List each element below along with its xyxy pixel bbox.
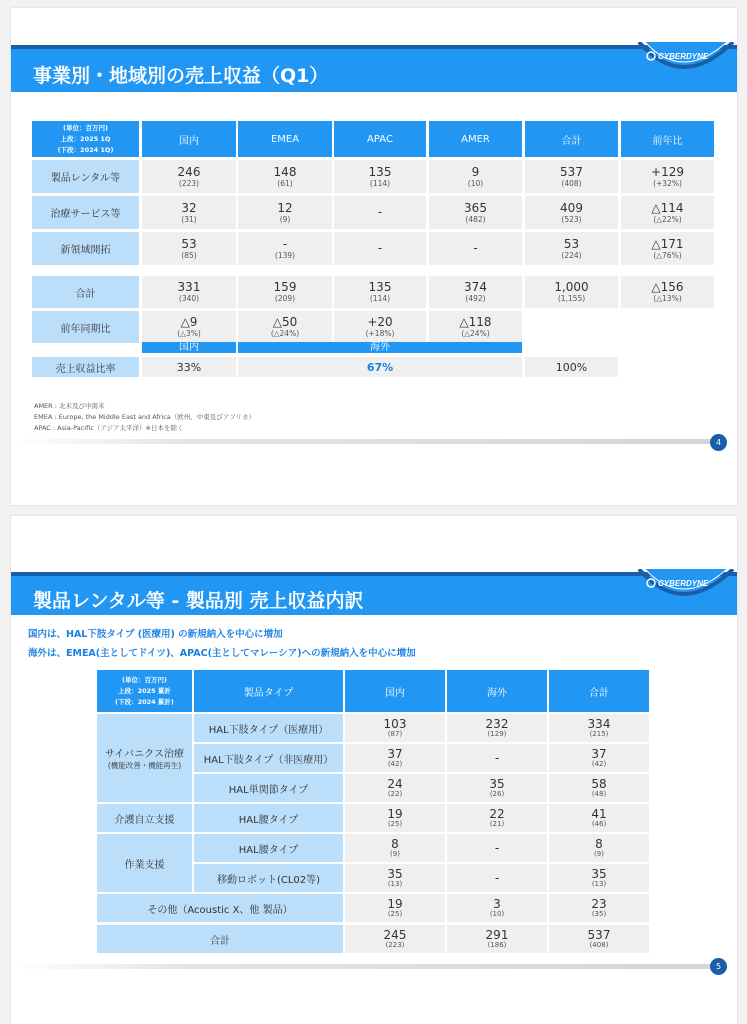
table-cell: - xyxy=(447,744,547,772)
table-cell: 374 (492) xyxy=(429,276,522,308)
table-cell: 232 (129) xyxy=(447,714,547,742)
footer-line xyxy=(11,964,711,969)
table-cell: - xyxy=(447,834,547,862)
page-number: 5 xyxy=(710,958,727,975)
domestic-bar: 国内 xyxy=(142,342,236,353)
logo-text: CYBERDYNE xyxy=(658,579,709,588)
table-cell: 9 (10) xyxy=(429,160,522,193)
table-cell: △156 (△13%) xyxy=(621,276,714,308)
table-cell: 41 (46) xyxy=(549,804,649,832)
product-type: HAL腰タイプ xyxy=(194,804,343,832)
table-cell: △171 (△76%) xyxy=(621,232,714,265)
slide-4 xyxy=(11,8,737,505)
row-label-revenue-ratio: 売上収益比率 xyxy=(32,357,139,377)
row-label-treatment-service: 治療サービス等 xyxy=(32,196,139,229)
table-cell: 159 (209) xyxy=(238,276,332,308)
table-cell: - xyxy=(334,232,426,265)
unit-corner xyxy=(32,121,139,157)
logo-text: CYBERDYNE xyxy=(658,52,709,61)
footnotes xyxy=(34,401,255,434)
footnote-apac: APAC : Asia-Pacific（アジア太平洋）※日本を除く xyxy=(34,424,184,432)
table-cell: 53 (224) xyxy=(525,232,618,265)
col-header-domestic: 国内 xyxy=(142,121,236,157)
lower-period-label: (下段：2024 1Q) xyxy=(57,145,114,154)
row-label-other: その他（Acoustic X、他 製品） xyxy=(97,894,343,922)
col-header-overseas: 海外 xyxy=(447,670,547,712)
table-cell: 409 (523) xyxy=(525,196,618,229)
row-label-total: 合計 xyxy=(97,925,343,953)
table-cell: △50 (△24%) xyxy=(238,311,332,343)
col-header-product-type: 製品タイプ xyxy=(194,670,343,712)
total-ratio: 100% xyxy=(525,357,618,377)
col-header-domestic: 国内 xyxy=(345,670,445,712)
table-cell: 35 (13) xyxy=(345,864,445,892)
overseas-ratio: 67% xyxy=(238,357,522,377)
unit-corner xyxy=(97,670,192,712)
col-header-total: 合計 xyxy=(549,670,649,712)
table-cell: 291 (186) xyxy=(447,925,547,953)
table-cell: - (139) xyxy=(238,232,332,265)
group-care-support: 介護自立支援 xyxy=(97,804,192,832)
group-sublabel: (機能改善・機能再生) xyxy=(107,761,182,770)
table-cell: 19 (25) xyxy=(345,894,445,922)
table-cell: 537 (408) xyxy=(525,160,618,193)
unit-label: (単位：百万円) xyxy=(63,123,108,132)
table-cell: 331 (340) xyxy=(142,276,236,308)
col-header-yoy: 前年比 xyxy=(621,121,714,157)
footnote-emea: EMEA : Europe, the Middle East and Africa（欧州、中東及びアフリカ） xyxy=(34,413,255,421)
row-label-total: 合計 xyxy=(32,276,139,308)
footnote-amer: AMER : 北米及び中南米 xyxy=(34,402,105,410)
table-cell: 8 (9) xyxy=(549,834,649,862)
domestic-ratio: 33% xyxy=(142,357,236,377)
table-cell: 246 (223) xyxy=(142,160,236,193)
table-cell: 334 (215) xyxy=(549,714,649,742)
col-header-apac: APAC xyxy=(334,121,426,157)
table-cell: 148 (61) xyxy=(238,160,332,193)
lower-period-label: (下段：2024 累計) xyxy=(115,697,174,706)
table-cell: △114 (△22%) xyxy=(621,196,714,229)
table-cell: 12 (9) xyxy=(238,196,332,229)
table-cell: 19 (25) xyxy=(345,804,445,832)
table-cell: 135 (114) xyxy=(334,276,426,308)
table-cell: 537 (408) xyxy=(549,925,649,953)
cyberdyne-logo-icon xyxy=(627,569,737,605)
group-label: サイバニクス治療 xyxy=(105,749,184,760)
table-cell: 53 (85) xyxy=(142,232,236,265)
table-cell: 32 (31) xyxy=(142,196,236,229)
intro-overseas: 海外は、EMEA(主としてドイツ)、APAC(主としてマレーシア)への新規納入を中心に増加 xyxy=(28,648,416,659)
upper-period-label: 上段：2025 累計 xyxy=(118,686,171,695)
product-type: HAL腰タイプ xyxy=(194,834,343,862)
row-label-new-domain: 新領域開拓 xyxy=(32,232,139,265)
table-cell: △118 (△24%) xyxy=(429,311,522,343)
col-header-emea: EMEA xyxy=(238,121,332,157)
table-cell: 37 (42) xyxy=(549,744,649,772)
product-type: HAL下肢タイプ（非医療用） xyxy=(194,744,343,772)
table-cell: 58 (48) xyxy=(549,774,649,802)
table-cell: 135 (114) xyxy=(334,160,426,193)
slide-title: 製品レンタル等 - 製品別 売上収益内訳 xyxy=(33,590,364,612)
table-cell: 365 (482) xyxy=(429,196,522,229)
group-cybernics-treatment xyxy=(97,714,192,802)
slide-5 xyxy=(11,516,737,1024)
table-cell: 245 (223) xyxy=(345,925,445,953)
table-cell: +20 (+18%) xyxy=(334,311,426,343)
table-cell: 24 (22) xyxy=(345,774,445,802)
table-cell: - xyxy=(429,232,522,265)
col-header-total: 合計 xyxy=(525,121,618,157)
unit-label: (単位：百万円) xyxy=(122,675,167,684)
product-type: HAL下肢タイプ（医療用） xyxy=(194,714,343,742)
table-cell: 35 (13) xyxy=(549,864,649,892)
row-label-yoy: 前年同期比 xyxy=(32,311,139,343)
table-cell: 8 (9) xyxy=(345,834,445,862)
table-cell: +129 (+32%) xyxy=(621,160,714,193)
group-work-support: 作業支援 xyxy=(97,834,192,892)
table-cell: 23 (35) xyxy=(549,894,649,922)
table-cell: 22 (21) xyxy=(447,804,547,832)
table-cell: 35 (26) xyxy=(447,774,547,802)
footer-line xyxy=(11,439,711,444)
table-cell: - xyxy=(447,864,547,892)
page-number: 4 xyxy=(710,434,727,451)
intro-domestic: 国内は、HAL下肢タイプ (医療用) の新規納入を中心に増加 xyxy=(28,629,283,640)
slide-title: 事業別・地域別の売上収益（Q1） xyxy=(33,65,329,87)
table-cell: △9 (△3%) xyxy=(142,311,236,343)
row-label-product-rental: 製品レンタル等 xyxy=(32,160,139,193)
product-type: HAL単関節タイプ xyxy=(194,774,343,802)
table-cell: - xyxy=(334,196,426,229)
table-cell: 3 (10) xyxy=(447,894,547,922)
table-cell: 1,000 (1,155) xyxy=(525,276,618,308)
product-type: 移動ロボット(CL02等) xyxy=(194,864,343,892)
upper-period-label: 上段：2025 1Q xyxy=(60,134,111,143)
table-cell: 37 (42) xyxy=(345,744,445,772)
col-header-amer: AMER xyxy=(429,121,522,157)
cyberdyne-logo-icon xyxy=(627,42,737,78)
table-cell: 103 (87) xyxy=(345,714,445,742)
overseas-bar: 海外 xyxy=(238,342,522,353)
